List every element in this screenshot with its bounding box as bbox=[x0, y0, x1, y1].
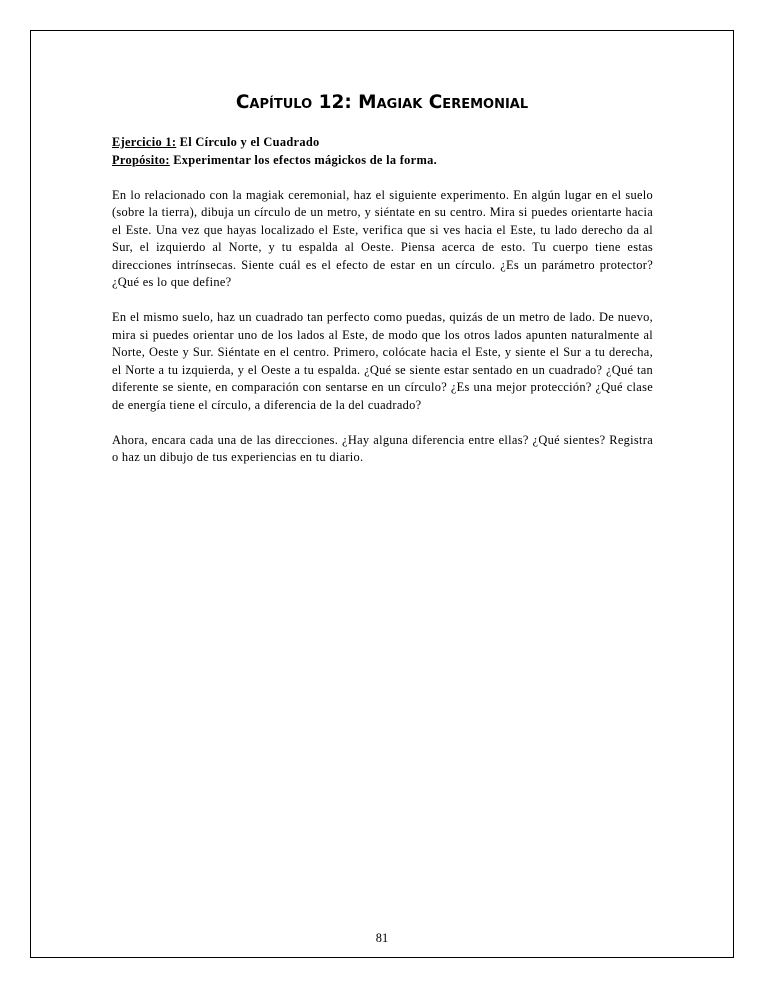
paragraph-square: En el mismo suelo, haz un cuadrado tan perfecto como puedas, quizás de un metro de lado. De nuevo, mira si puedes orientar uno de los lados al Este, de modo que los otros lados apunten naturalmente al Norte, Oeste y Sur. Siéntate en el centro. Primero, colócate hacia el Este, y siente el Sur a tu derecha, el Norte a tu izquierda, y el Oeste a tu espalda. ¿Qué se siente estar sentado en un cuadrado? ¿Qué tan diferente se siente, en comparación con sentarse en un círculo? ¿Es una mejor protección? ¿Qué clase de energía tiene el círculo, a diferencia de la del cuadrado? bbox=[112, 310, 653, 412]
page-content bbox=[112, 134, 653, 467]
chapter-title: Capítulo 12: Magiak Ceremonial bbox=[235, 92, 529, 113]
paragraph-circle: En lo relacionado con la magiak ceremonial, haz el siguiente experimento. En algún lugar en el suelo (sobre la tierra), dibuja un círculo de un metro, y siéntate en su centro. Mira si puedes orientarte hacia el Este. Una vez que hayas localizado el Este, verifica que si ves hacia el Este, tu lado derecho da al Sur, el izquierdo al Norte, y tu espalda al Oeste. Piensa acerca de esto. Tu cuerpo tiene estas direcciones intrínsecas. Siente cuál es el efecto de estar en un círculo. ¿Es un parámetro protector? ¿Qué es lo que define? bbox=[112, 187, 653, 289]
exercise-line bbox=[112, 134, 653, 152]
exercise-label: Ejercicio 1: bbox=[112, 135, 177, 149]
paragraph-directions: Ahora, encara cada una de las direcciones. ¿Hay alguna diferencia entre ellas? ¿Qué sientes? Registra o haz un dibujo de tus experiencias en tu diario. bbox=[112, 432, 653, 464]
purpose-line bbox=[112, 152, 653, 170]
exercise-title: El Círculo y el Cuadrado bbox=[176, 135, 320, 149]
purpose-text: Experimentar los efectos mágickos de la forma. bbox=[169, 152, 437, 167]
page-number: 81 bbox=[375, 931, 389, 945]
purpose-label: Propósito: bbox=[112, 152, 170, 167]
